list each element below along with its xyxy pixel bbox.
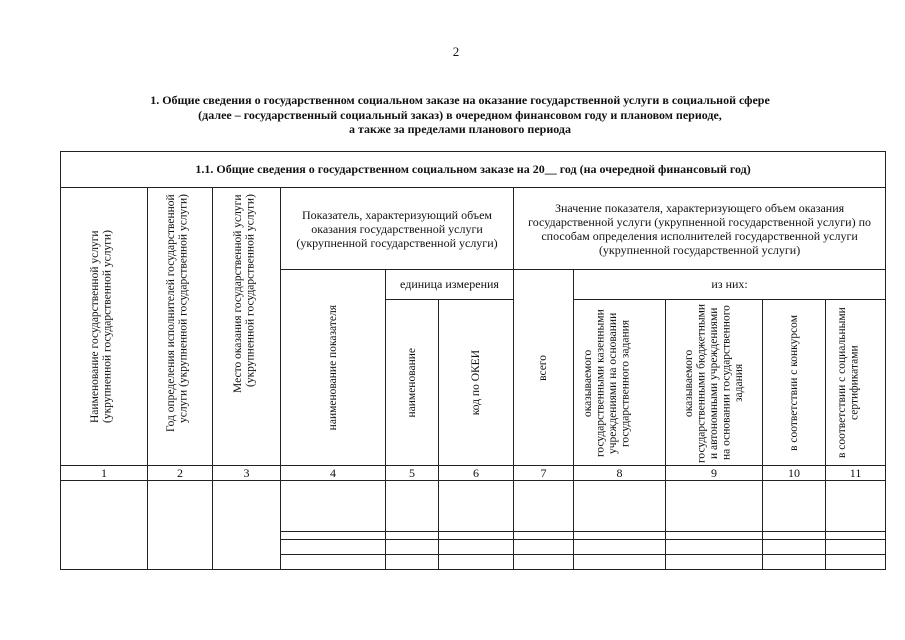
table-cell[interactable] <box>386 555 439 570</box>
table-cell[interactable] <box>826 532 886 540</box>
header-contest <box>763 300 826 466</box>
table-cell[interactable] <box>763 555 826 570</box>
table-cell[interactable] <box>763 540 826 555</box>
header-value-group: Значение показателя, характеризующего объем оказания государственной услуги (укрупненной государственной услуги) по способам определения исполнителей государственной услуги (укрупненной государственной услуги) <box>514 188 886 270</box>
header-state-institutions <box>574 300 666 466</box>
column-number: 2 <box>148 466 213 481</box>
header-certificates <box>826 300 886 466</box>
header-certificates-text: в соответствии с социальными сертификатами <box>835 307 861 458</box>
table-cell[interactable] <box>439 555 514 570</box>
table-cell[interactable] <box>826 540 886 555</box>
table-cell[interactable] <box>439 540 514 555</box>
table-cell[interactable] <box>574 532 666 540</box>
header-total-text: всего <box>537 354 550 381</box>
header-okei-text: код по ОКЕИ <box>469 349 482 416</box>
table-cell[interactable] <box>281 532 386 540</box>
table-cell[interactable] <box>826 555 886 570</box>
table-cell[interactable] <box>439 532 514 540</box>
heading-line-1: 1. Общие сведения о государственном социальном заказе на оказание государственной услуги в социальной сфере <box>150 93 770 107</box>
table-cell[interactable] <box>666 481 763 532</box>
header-budget-institutions-text: оказываемого государственными бюджетными и автономными учреждениями на основании государственного задания <box>683 302 745 463</box>
table-cell[interactable] <box>148 481 213 570</box>
table-cell[interactable] <box>281 481 386 532</box>
header-unit: единица измерения <box>386 270 514 300</box>
table-cell[interactable] <box>386 481 439 532</box>
column-number: 8 <box>574 466 666 481</box>
table-cell[interactable] <box>514 481 574 532</box>
column-number: 3 <box>213 466 281 481</box>
table-cell[interactable] <box>574 555 666 570</box>
heading-line-3: а также за пределами планового периода <box>349 122 571 136</box>
header-place-text: Место оказания государственной услуги (укрупненной государственной услуги) <box>231 194 256 393</box>
column-number: 11 <box>826 466 886 481</box>
column-number: 9 <box>666 466 763 481</box>
page-number: 2 <box>452 44 460 59</box>
table-cell[interactable] <box>574 481 666 532</box>
table-cell[interactable] <box>763 532 826 540</box>
table-cell[interactable] <box>666 532 763 540</box>
table-cell[interactable] <box>386 532 439 540</box>
header-unit-name-text: наименование <box>405 347 418 418</box>
table-cell[interactable] <box>281 540 386 555</box>
table-row <box>61 481 886 532</box>
header-state-institutions-text: оказываемого государственными казенными учреждениями на основании государственного задания <box>581 308 631 457</box>
table-cell[interactable] <box>666 540 763 555</box>
table-cell[interactable] <box>281 555 386 570</box>
section-heading <box>80 93 840 137</box>
table-cell[interactable] <box>61 481 148 570</box>
header-contest-text: в соответствии с конкурсом <box>787 314 800 451</box>
column-number-row <box>61 466 886 481</box>
header-service-name-text: Наименование государственной услуги (укрупненной государственной услуги) <box>89 230 114 423</box>
header-okei <box>439 300 514 466</box>
column-number: 5 <box>386 466 439 481</box>
table-cell[interactable] <box>514 532 574 540</box>
header-service-name <box>61 188 148 466</box>
header-year <box>148 188 213 466</box>
header-year-text: Год определения исполнителей государственной услуги (укрупненной государственной услуги) <box>165 194 190 432</box>
table-cell[interactable] <box>666 555 763 570</box>
table-cell[interactable] <box>514 555 574 570</box>
table-section-title: 1.1. Общие сведения о государственном социальном заказе на 20__ год (на очередной финансовый год) <box>61 152 886 188</box>
header-unit-name <box>386 300 439 466</box>
header-indicator-group: Показатель, характеризующий объем оказания государственной услуги (укрупненной государственной услуги) <box>281 188 514 270</box>
header-place <box>213 188 281 466</box>
header-indicator-name <box>281 270 386 466</box>
table-cell[interactable] <box>439 481 514 532</box>
table-cell[interactable] <box>763 481 826 532</box>
column-number: 7 <box>514 466 574 481</box>
column-number: 6 <box>439 466 514 481</box>
header-of-them: из них: <box>574 270 886 300</box>
column-number: 10 <box>763 466 826 481</box>
header-indicator-name-text: наименование показателя <box>326 304 339 431</box>
table-cell[interactable] <box>386 540 439 555</box>
table-cell[interactable] <box>826 481 886 532</box>
table-cell[interactable] <box>213 481 281 570</box>
table-cell[interactable] <box>514 540 574 555</box>
column-number: 4 <box>281 466 386 481</box>
column-number: 1 <box>61 466 148 481</box>
social-order-table <box>60 151 886 570</box>
table-cell[interactable] <box>574 540 666 555</box>
heading-line-2: (далее – государственный социальный заказ) в очередном финансовом году и плановом периоде, <box>198 107 722 122</box>
header-budget-institutions <box>666 300 763 466</box>
header-total <box>514 270 574 466</box>
